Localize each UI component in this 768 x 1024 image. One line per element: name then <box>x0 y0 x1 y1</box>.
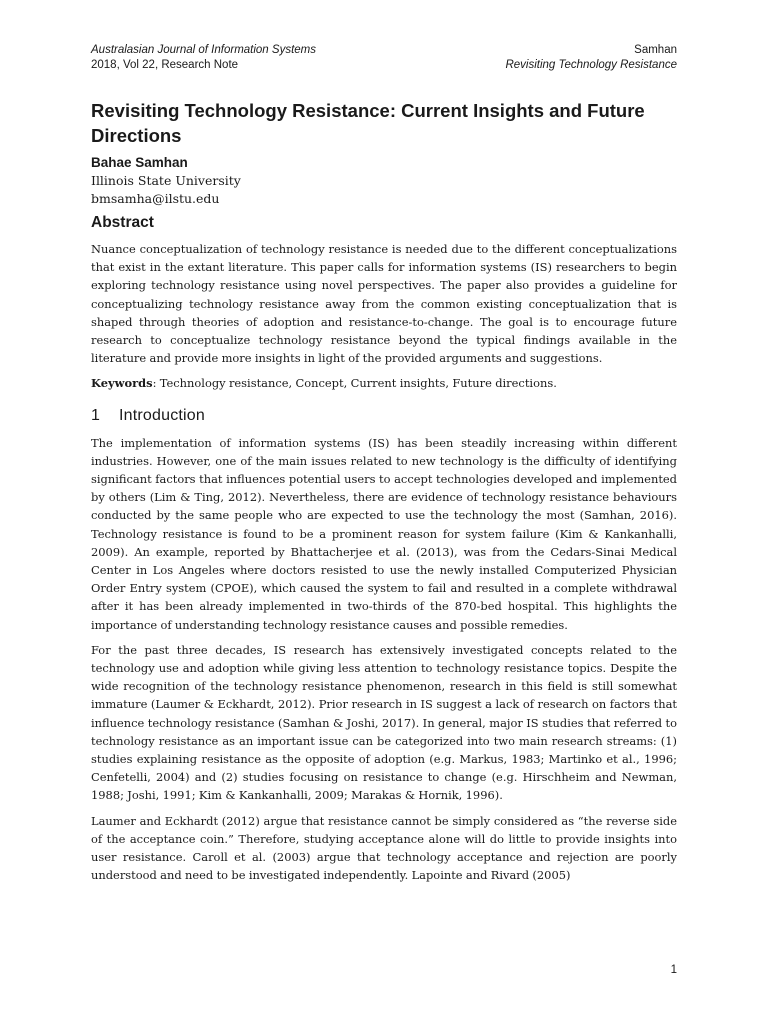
section-title: Introduction <box>119 406 206 424</box>
author-name: Bahae Samhan <box>91 155 188 170</box>
header-left <box>91 43 316 73</box>
page-content <box>91 98 677 892</box>
page-number: 1 <box>670 964 677 976</box>
paper-title: Revisiting Technology Resistance: Current Insights and Future Directions <box>91 100 645 146</box>
intro-paragraph-2: For the past three decades, IS research has extensively investigated concepts related to the technology use and adoption while giving less attention to technology resistance topics. Despite the wide recognition of the technology resistance phenomenon, research in this field is still somewhat immature (Laumer & Eckhardt, 2012). Prior research in IS suggest a lack of research on factors that influence technology resistance (Samhan & Joshi, 2017). In general, major IS studies that referred to technology resistance as an important issue can be categorized into two main research streams: (1) studies explaining resistance as the opposite of adoption (e.g. Markus, 1983; Martinko et al., 1996; Cenfetelli, 2004) and (2) studies focusing on resistance to change (e.g. Hirschheim and Newman, 1988; Joshi, 1991; Kim & Kankanhalli, 2009; Marakas & Hornik, 1996). <box>91 642 677 803</box>
abstract-text: Nuance conceptualization of technology resistance is needed due to the different conceptualizations that exist in the extant literature. This paper calls for information systems (IS) researchers to begin exploring technology resistance using novel perspectives. The paper also provides a guideline for conceptualizing technology resistance away from the common existing conceptualization that is shaped through theories of adoption and resistance-to-change. The goal is to encourage future research to conceptualize technology resistance beyond the typical findings available in the literature and provide more insights in light of the provided arguments and suggestions. <box>91 242 677 366</box>
section-number: 1 <box>91 406 101 424</box>
keywords-label: Keywords <box>91 376 153 391</box>
keywords <box>91 374 677 392</box>
running-header <box>91 43 677 73</box>
header-right <box>505 43 677 73</box>
keywords-list: : Technology resistance, Concept, Current insights, Future directions. <box>152 376 557 391</box>
author-affiliation: Illinois State University <box>91 173 241 188</box>
running-title: Revisiting Technology Resistance <box>505 59 677 71</box>
header-author: Samhan <box>634 44 677 56</box>
journal-issue: 2018, Vol 22, Research Note <box>91 59 239 71</box>
journal-name: Australasian Journal of Information Systems <box>91 44 316 56</box>
intro-paragraph-1: The implementation of information systems (IS) has been steadily increasing within different industries. However, one of the main issues related to new technology is the difficulty of identifying significant factors that influences potential users to accept technologies developed and implemented by others (Lim & Ting, 2012). Nevertheless, there are evidence of technology resistance behaviours conducted by the same people who are expected to use the technology the most (Samhan, 2016). Technology resistance is found to be a prominent reason for system failure (Kim & Kankanhalli, 2009). An example, reported by Bhattacherjee et al. (2013), was from the Cedars-Sinai Medical Center in Los Angeles where doctors resisted to use the newly installed Computerized Physician Order Entry system (CPOE), which caused the system to fail and resulted in a complete withdrawal after it has been already implemented in two-thirds of the 870-bed hospital. This highlights the importance of understanding technology resistance causes and possible remedies. <box>91 435 677 632</box>
abstract-heading: Abstract <box>91 214 154 231</box>
section-heading <box>91 405 677 427</box>
intro-paragraph-3: Laumer and Eckhardt (2012) argue that resistance cannot be simply considered as “the reverse side of the acceptance coin.” Therefore, studying acceptance alone will do little to provide insights into user resistance. Caroll et al. (2003) argue that technology acceptance and rejection are poorly understood and need to be investigated independently. Lapointe and Rivard (2005) <box>91 813 677 883</box>
author-email[interactable]: bmsamha@ilstu.edu <box>91 191 220 206</box>
